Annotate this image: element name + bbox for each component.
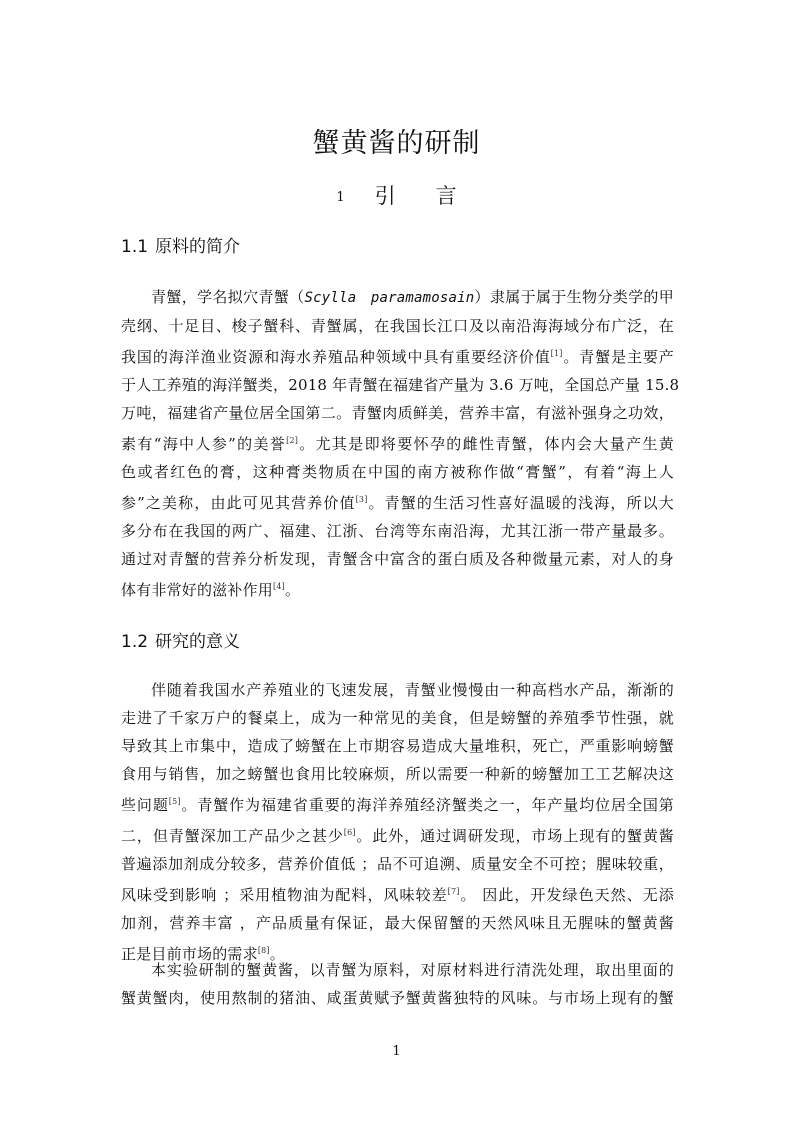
text-segment: 壳纲、十足目、梭子蟹科、青蟹属，在我国长江口及以南沿海海域分布广泛，在 [121, 317, 674, 335]
citation-ref: [1] [550, 349, 563, 358]
text-segment: 。尤其是即将要怀孕的雌性青蟹，体内会大量产生黄 [298, 435, 674, 453]
section-title: 原料的简介 [155, 237, 241, 257]
paragraph-raw-material [121, 283, 680, 604]
text-line [121, 458, 674, 486]
page-title: 蟹黄酱的研制 [312, 128, 481, 159]
text-segment: 食用与销售，加之螃蟹也食用比较麻烦，所以需要一种新的螃蟹加工工艺解决这 [121, 765, 674, 783]
text-segment: 色或者红色的膏，这种膏类物质在中国的南方被称作做“膏蟹”，有着“海上人 [121, 463, 674, 481]
citation-ref: [4] [273, 582, 285, 591]
text-segment: 蟹黄蟹肉，使用熬制的猪油、咸蛋黄赋予蟹黄酱独特的风味。与市场上现有的蟹 [121, 989, 674, 1007]
scientific-name: Scylla paramamosain [304, 290, 475, 306]
text-segment: 。 [269, 945, 285, 963]
text-segment: 万吨，福建省产量位居全国第二。青蟹肉质鲜美，营养丰富，有滋补强身之功效， [121, 404, 674, 422]
text-segment: 。青蟹的生活习性喜好温暖的浅海，所以大 [367, 494, 674, 512]
citation-ref: [3] [355, 495, 368, 504]
text-segment: 参”之美称，由此可见其营养价值 [121, 494, 356, 512]
text-line [121, 760, 674, 788]
text-line [121, 312, 674, 340]
text-segment: 。青蟹是主要产 [562, 348, 675, 366]
citation-ref: [2] [286, 436, 299, 445]
text-segment: 本实验研制的蟹黄酱，以青蟹为原料，对原材料进行清洗处理，取出里面的 [151, 961, 674, 979]
section-heading-1-2 [121, 627, 240, 652]
citation-ref: [5] [168, 797, 181, 806]
text-segment: 我国的海洋渔业资源和海水养殖品种领域中具有重要经济价值 [121, 348, 551, 366]
text-line [121, 340, 674, 371]
text-segment: 导致其上市集中，造成了螃蟹在上市期容易造成大量堆积，死亡，严重影响螃蟹 [121, 737, 674, 755]
text-line [121, 984, 674, 1012]
text-segment: 风味受到影响 ；采用植物油为配料，风味较差 [121, 886, 448, 904]
text-segment: 。此外，通过调研发现，市场上现有的蟹黄酱 [355, 827, 674, 845]
text-segment: 多分布在我国的两广、福建、江浙、台湾等东南沿海，尤其江浙一带产量最多。 [121, 522, 674, 540]
text-line [121, 427, 674, 458]
section-title: 研究的意义 [155, 632, 241, 652]
text-line [121, 676, 674, 704]
citation-ref: [7] [447, 887, 460, 896]
text-line [121, 517, 674, 545]
text-line [121, 819, 674, 850]
text-line [121, 732, 674, 760]
paragraph-experiment [121, 956, 674, 1012]
text-segment: 正是目前市场的需求 [121, 945, 258, 963]
text-segment: 于人工养殖的海洋蟹类，2018 年青蟹在福建省产量为 3.6 万吨，全国总产量 15.8 [121, 376, 680, 394]
text-segment: ）隶属于属于生物分类学的甲 [474, 288, 674, 306]
text-line [121, 283, 674, 312]
section-number: 1.2 [121, 632, 149, 652]
chapter-number: 1 [336, 190, 345, 205]
text-line [121, 704, 674, 732]
text-segment: 走进了千家万户的餐桌上，成为一种常见的美食，但是螃蟹的养殖季节性强，就 [121, 709, 674, 727]
chapter-heading [0, 180, 793, 210]
paragraph-significance [121, 676, 674, 968]
chapter-title-char-1: 引 [374, 184, 396, 208]
citation-ref: [6] [343, 828, 356, 837]
text-segment: 普遍添加剂成分较多，营养价值低 ；品不可追溯、质量安全不可控；腥味较重， [121, 855, 674, 873]
citation-ref: [8] [257, 946, 270, 955]
chapter-title-char-2: 言 [435, 184, 457, 208]
page-number: 1 [392, 1044, 401, 1059]
text-line [121, 788, 674, 819]
text-segment: 伴随着我国水产养殖业的飞速发展，青蟹业慢慢由一种高档水产品，渐渐的 [151, 681, 674, 699]
text-segment: 二，但青蟹深加工产品少之甚少 [121, 827, 344, 845]
text-segment: 。 [284, 581, 301, 599]
text-line [121, 399, 674, 427]
text-line [121, 878, 674, 909]
text-line [121, 850, 674, 878]
text-segment: 素有“海中人参”的美誉 [121, 435, 287, 453]
text-segment: 些问题 [121, 796, 169, 814]
text-segment: 。青蟹作为福建省重要的海洋养殖经济蟹类之一，年产量均位居全国第 [180, 796, 674, 814]
section-heading-1-1 [121, 232, 240, 257]
text-line [121, 573, 674, 604]
text-segment: 加剂，营养丰富 ，产品质量有保证，最大保留蟹的天然风味且无腥味的蟹黄酱 [121, 914, 674, 932]
section-number: 1.1 [121, 237, 149, 257]
text-line [121, 909, 674, 937]
text-segment: 青蟹，学名拟穴青蟹（ [151, 288, 305, 306]
text-line [121, 545, 674, 573]
text-line [121, 371, 680, 399]
text-segment: 通过对青蟹的营养分析发现，青蟹含中富含的蛋白质及各种微量元素，对人的身 [121, 550, 674, 568]
text-line [121, 486, 674, 517]
text-segment: 。 因此，开发绿色天然、无添 [459, 886, 674, 904]
text-segment: 体有非常好的滋补作用 [121, 581, 274, 599]
text-line [121, 956, 674, 984]
